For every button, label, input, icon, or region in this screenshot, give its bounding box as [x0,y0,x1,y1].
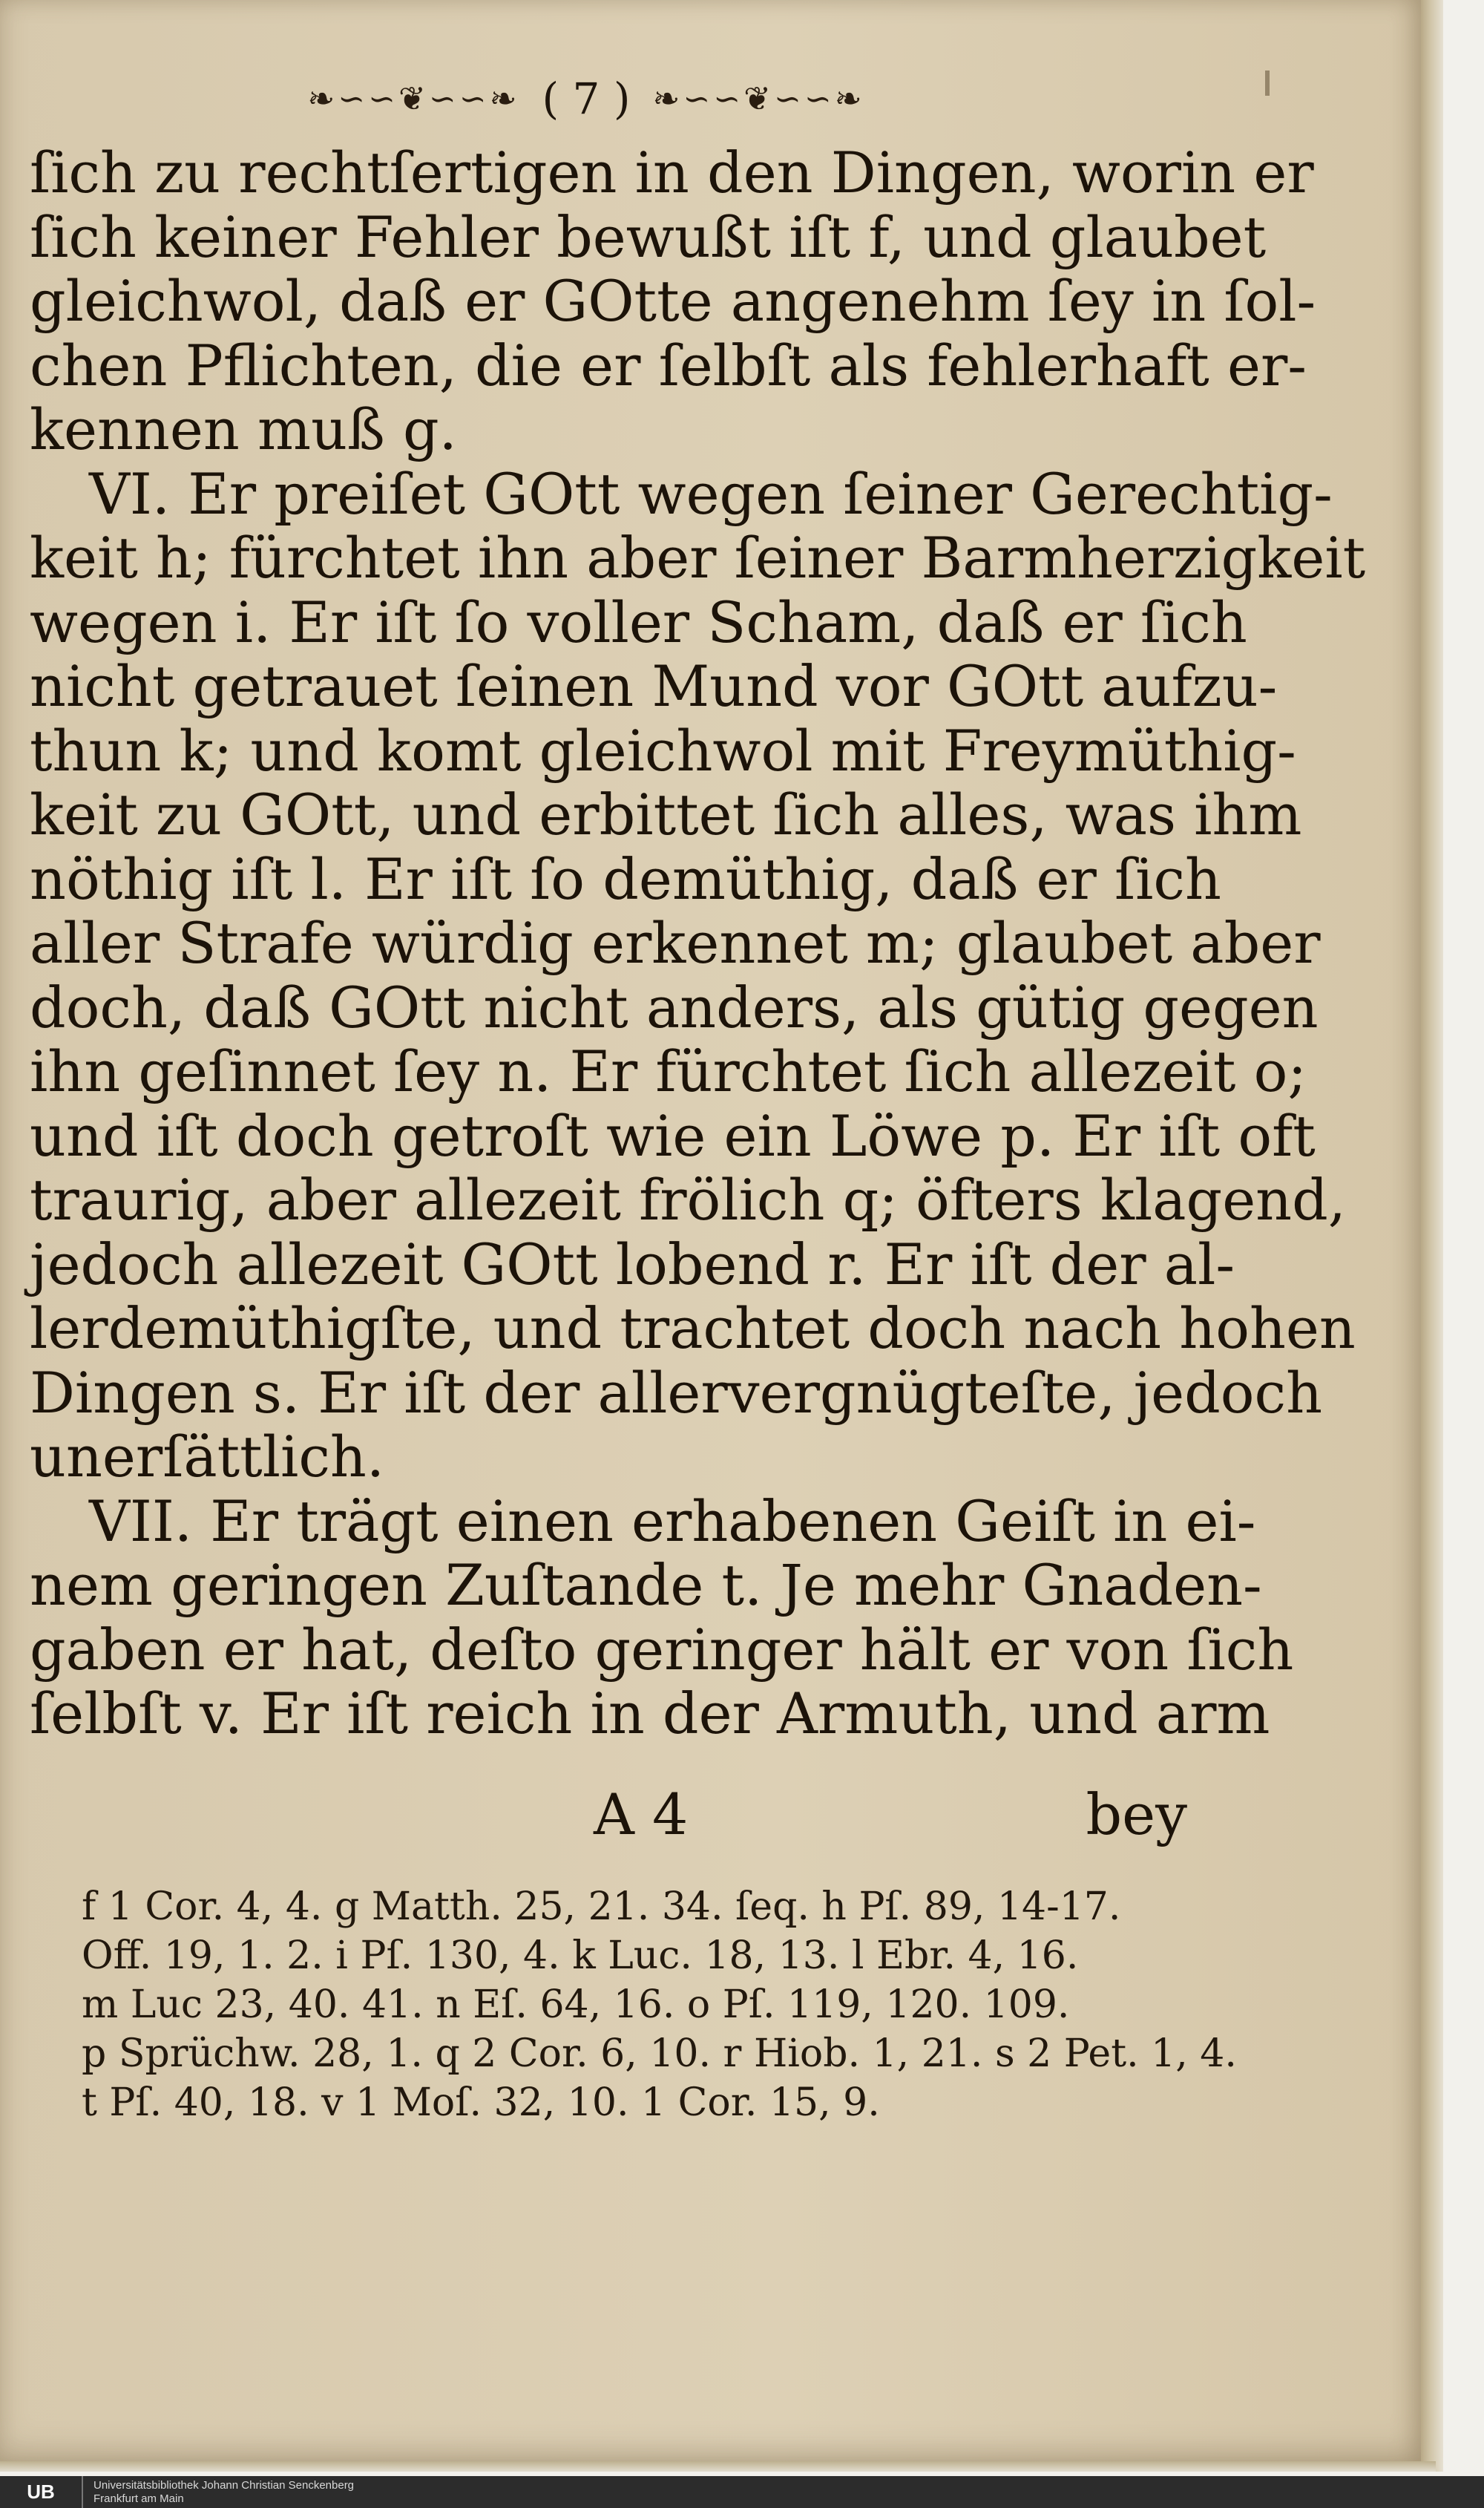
footnote-line: m Luc 23, 40. 41. n Eſ. 64, 16. o Pſ. 119, 120. 109. [82,1983,1070,2027]
library-credit [83,2479,354,2506]
text-line: traurig, aber allezeit frölich q; öfters klagend, [30,1167,1346,1233]
text-line: keit zu GOtt, und erbittet ſich alles, was ihm [30,782,1302,848]
text-line: lerdemüthigſte, und trachtet doch nach hohen [30,1295,1356,1361]
margin-mark [1265,71,1270,96]
ub-logo: UB [0,2476,83,2508]
paragraph-vi-start: VI. Er preiſet GOtt wegen ſeiner Gerechtig- [89,460,1333,527]
text-line: nicht getrauet ſeinen Mund vor GOtt aufzu- [30,653,1278,719]
footnotes [82,1882,1237,2127]
text-line: jedoch allezeit GOtt lobend r. Er iſt der al- [30,1231,1235,1297]
text-line: chen Pflichten, die er ſelbſt als fehlerhaft er- [30,332,1307,399]
text-line: wegen i. Er iſt ſo voller Scham, daß er ſich [30,589,1247,655]
footnote-line: t Pſ. 40, 18. v 1 Moſ. 32, 10. 1 Cor. 15, 9. [82,2080,880,2125]
paragraph-vii-start: VII. Er trägt einen erhabenen Geiſt in ei- [89,1487,1256,1554]
body-text [30,140,1366,1746]
text-line: und iſt doch getroſt wie ein Löwe p. Er iſt oft [30,1102,1316,1169]
text-line: nöthig iſt l. Er iſt ſo demüthig, daß er ſich [30,845,1221,912]
page-edge-bottom [0,2461,1436,2472]
text-line: ihn geſinnet ſey n. Er fürchtet ſich allezeit o; [30,1038,1307,1104]
text-line: aller Strafe würdig erkennet m; glaubet aber [30,910,1321,976]
text-line: gleichwol, daß er GOtte angenehm ſey in ſol- [30,268,1316,334]
text-line: ſelbſt v. Er iſt reich in der Armuth, und arm [30,1680,1270,1746]
text-line: Dingen s. Er iſt der allervergnügteſte, jedoch [30,1359,1323,1426]
footnote-line: f 1 Cor. 4, 4. g Matth. 25, 21. 34. ſeq. h Pſ. 89, 14-17. [82,1885,1121,1929]
library-city: Frankfurt am Main [93,2492,184,2505]
text-line: ſich zu rechtſertigen in den Dingen, worin er [30,140,1314,206]
page-edge-right [1421,0,1443,2472]
library-name: Universitätsbibliothek Johann Christian Senckenberg [93,2478,355,2492]
text-line: unerſättlich. [30,1424,385,1490]
catchword: bey [1086,1781,1187,1847]
signature-mark: A 4 [594,1781,689,1847]
text-line: nem geringen Zuſtande t. Je mehr Gnaden- [30,1552,1262,1618]
library-footer [0,2476,1484,2508]
ornament-right: ❧∽∽❦∽∽❧ [652,79,865,118]
ornament-left: ❧∽∽❦∽∽❧ [307,79,520,118]
page-header [282,65,890,132]
text-line: doch, daß GOtt nicht anders, als gütig gegen [30,974,1319,1041]
footnote-line: p Sprüchw. 28, 1. q 2 Cor. 6, 10. r Hiob. 1, 21. s 2 Pet. 1, 4. [82,2031,1237,2076]
text-line: gaben er hat, deſto geringer hält er von ſich [30,1616,1294,1683]
text-line: kennen muß g. [30,396,457,462]
footnote-line: Off. 19, 1. 2. i Pſ. 130, 4. k Luc. 18, 13. l Ebr. 4, 16. [82,1934,1079,1978]
signature-line [30,1781,1187,1848]
page-number: ( 7 ) [542,73,631,124]
text-line: thun k; und komt gleichwol mit Freymüthig- [30,717,1296,784]
text-line: keit h; fürchtet ihn aber ſeiner Barmherzigkeit [30,525,1366,591]
text-line: ſich keiner Fehler bewußt iſt f, und glaubet [30,203,1267,270]
